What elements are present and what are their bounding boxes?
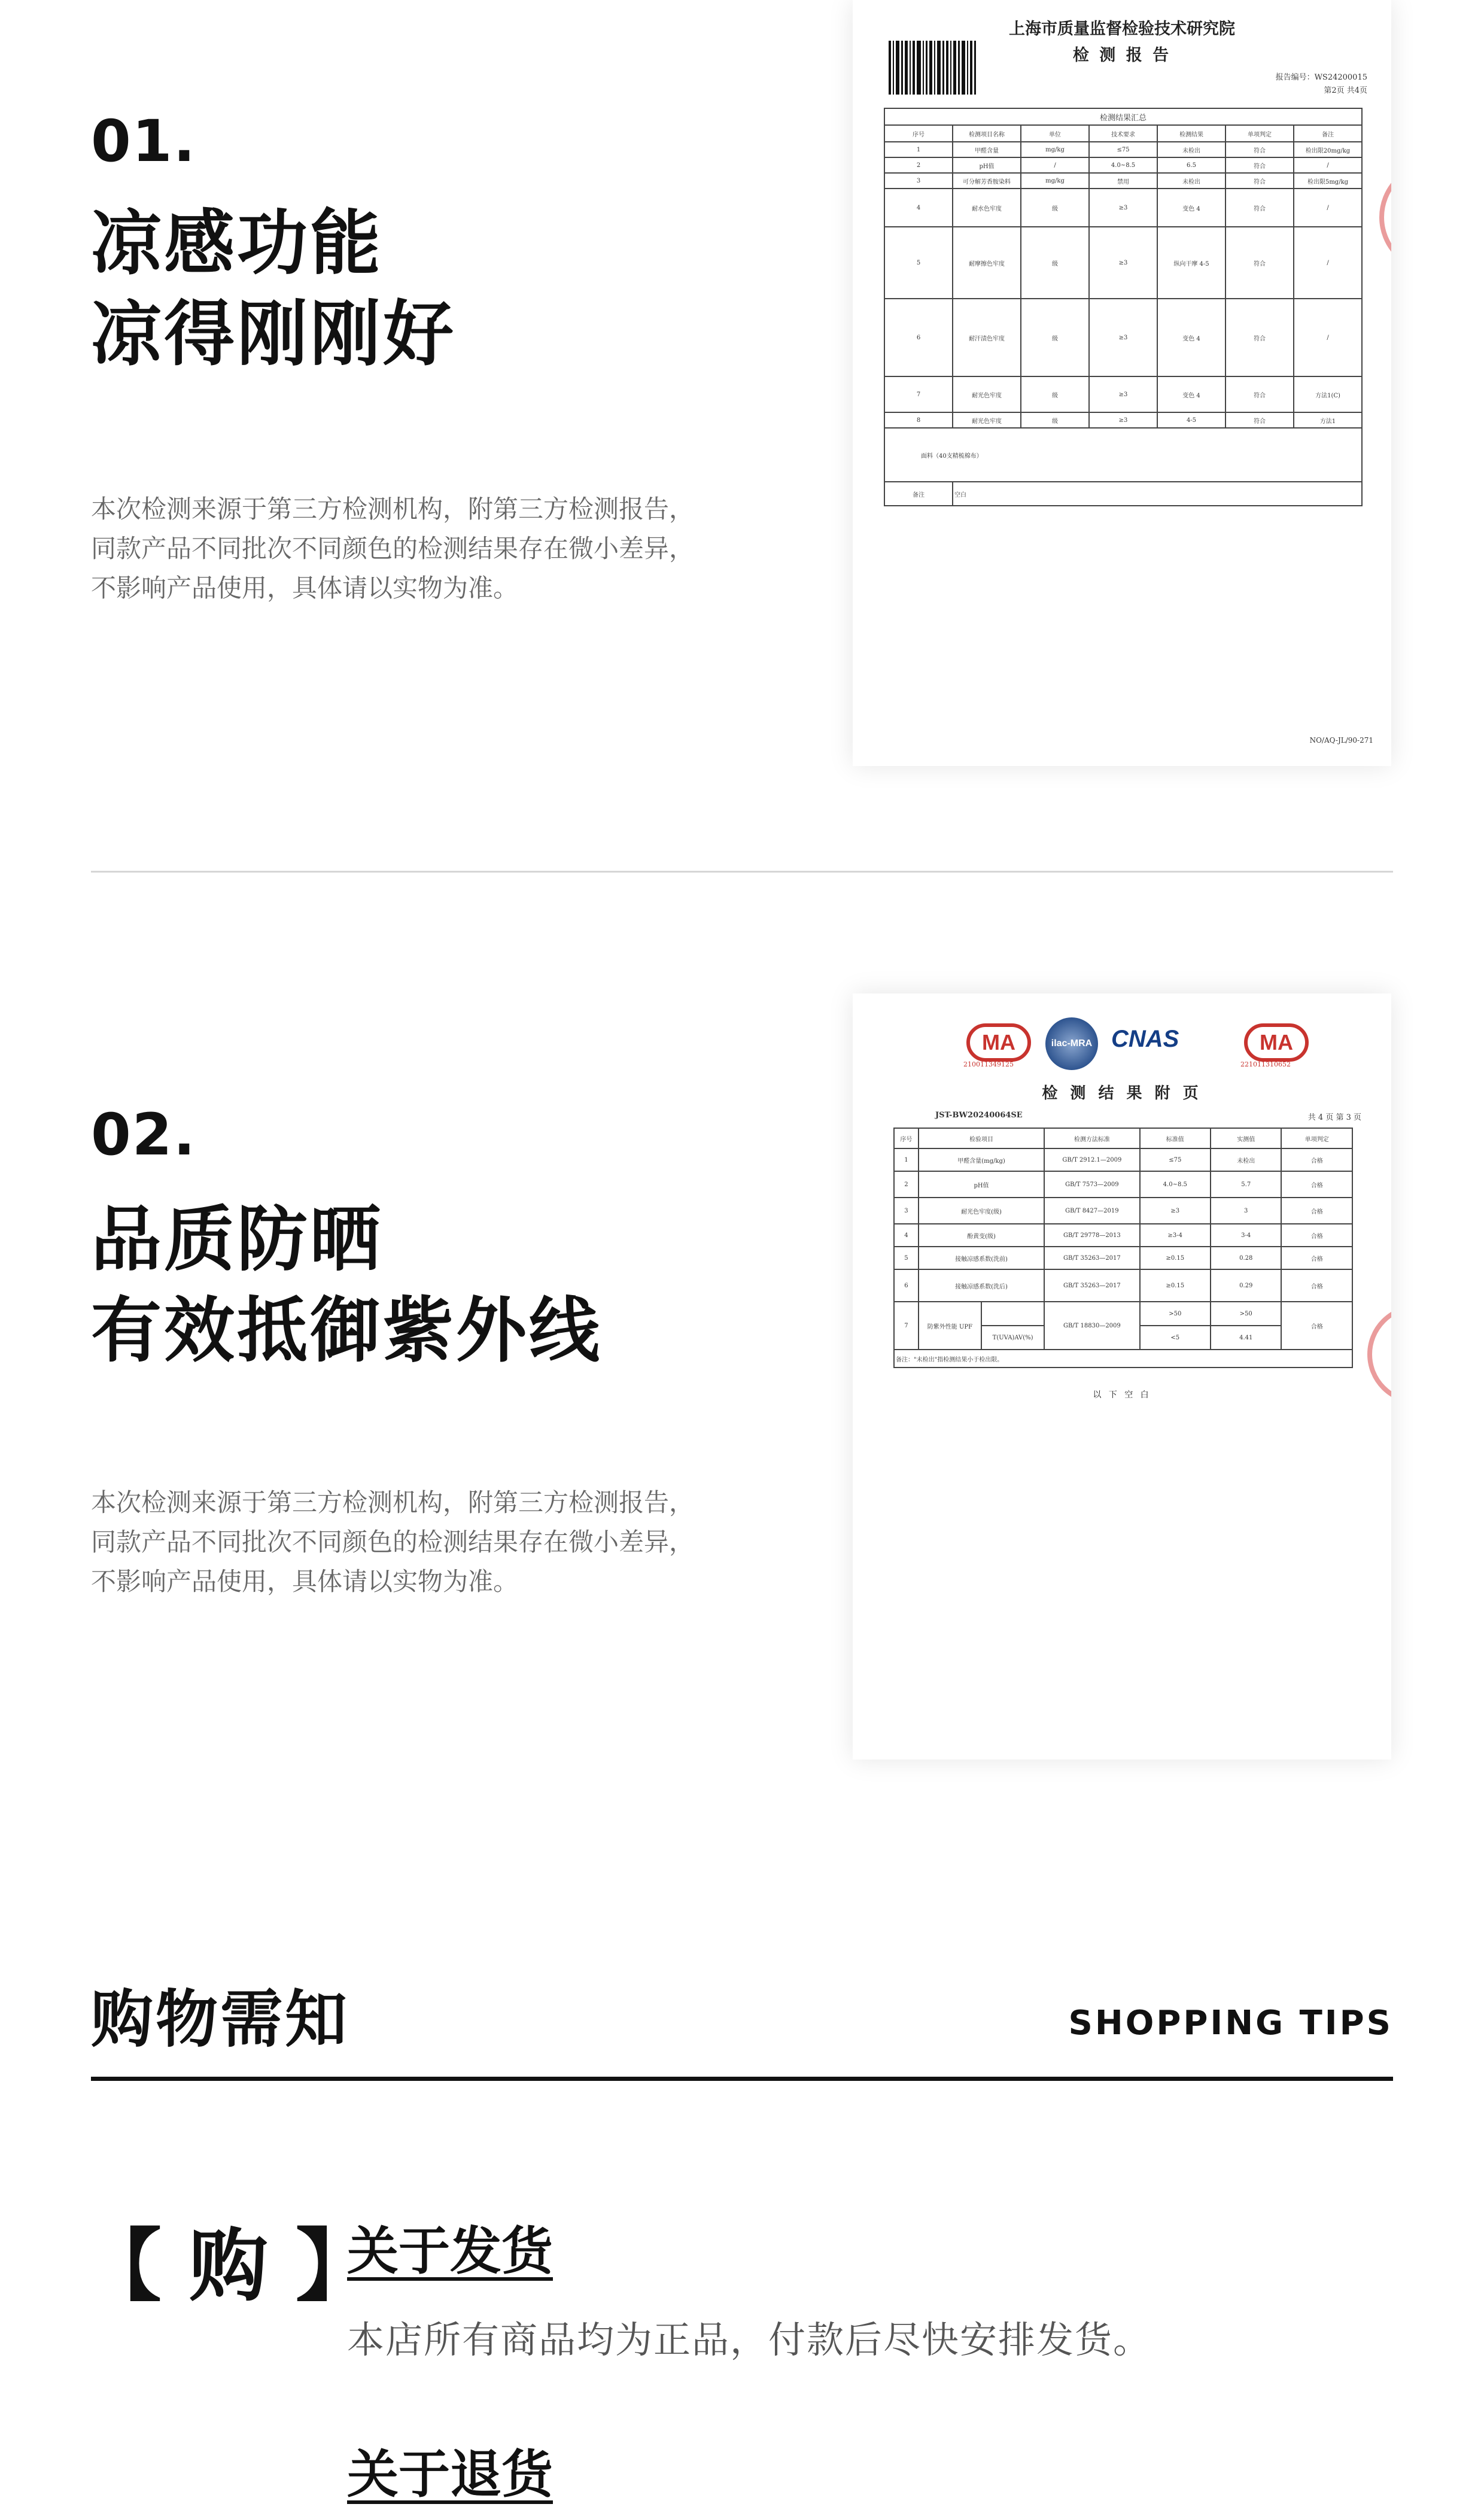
table-cell: 变色 4 (1157, 299, 1225, 376)
description-line: 本次检测来源于第三方检测机构，附第三方检测报告， (91, 494, 695, 524)
tip-body-shipping: 本店所有商品均为正品，付款后尽快安排发货。 (347, 2318, 1152, 2362)
table-cell: 合格 (1281, 1198, 1352, 1224)
table-cell: 级 (1021, 376, 1089, 412)
report-number: 报告编号：WS24200015 (1275, 73, 1367, 82)
table-row (884, 376, 1362, 412)
report2-table (893, 1128, 1353, 1368)
table-cell: 接触凉感系数(洗前) (919, 1247, 1044, 1269)
table-cell: GB/T 2912.1—2009 (1044, 1148, 1139, 1171)
table-cell: 未检出 (1211, 1148, 1281, 1171)
table-cell: 甲醛含量(mg/kg) (919, 1148, 1044, 1171)
table-cell: 5 (884, 227, 953, 299)
table-cell: 5 (894, 1247, 919, 1269)
table-cell: ≤75 (1089, 142, 1157, 157)
table-cell: 符合 (1225, 376, 1294, 412)
table-row (884, 142, 1362, 157)
test-report-image-1 (853, 0, 1391, 766)
cma-code-left: 210011349125 (963, 1060, 1014, 1068)
section-description-01 (91, 490, 779, 608)
table-cell: 7 (894, 1302, 919, 1350)
end-of-content-text: 以 下 空 白 (1093, 1390, 1151, 1400)
table-cell: 3 (884, 173, 953, 189)
table-cell: GB/T 8427—2019 (1044, 1198, 1139, 1224)
ilac-mra-logo: ilac-MRA (1045, 1017, 1098, 1070)
table-header: 技术要求 (1089, 125, 1157, 142)
table-cell: 1 (894, 1148, 919, 1171)
table-cell: 耐摩擦色牢度 (953, 227, 1021, 299)
table-row (894, 1269, 1352, 1302)
section-headline-01 (91, 197, 456, 379)
table-cell: 4-5 (1157, 412, 1225, 428)
table-cell: 合格 (1281, 1148, 1352, 1171)
table-header: 单项判定 (1281, 1128, 1352, 1148)
table-cell: mg/kg (1021, 173, 1089, 189)
table-cell: 0.29 (1211, 1269, 1281, 1302)
table-header: 单位 (1021, 125, 1089, 142)
cma-logo-left: MA (966, 1023, 1031, 1062)
table-cell: 符合 (1225, 412, 1294, 428)
table-cell: pH值 (919, 1171, 1044, 1198)
table-cell: mg/kg (1021, 142, 1089, 157)
table-cell: 符合 (1225, 157, 1294, 173)
description-line: 同款产品不同批次不同颜色的检测结果存在微小差异， (91, 1527, 695, 1557)
table-cell: / (1294, 189, 1362, 227)
table-header: 检验项目 (919, 1128, 1044, 1148)
description-line: 不影响产品使用，具体请以实物为准。 (91, 573, 519, 603)
barcode (889, 41, 978, 95)
report-doc-title: 检 测 报 告 (1072, 46, 1172, 65)
table-header: 实测值 (1211, 1128, 1281, 1148)
table-cell: ≥3 (1089, 299, 1157, 376)
table-cell: 3 (1211, 1198, 1281, 1224)
section-headline-02 (91, 1194, 602, 1376)
description-line: 本次检测来源于第三方检测机构，附第三方检测报告， (91, 1488, 695, 1517)
table-cell: 禁用 (1089, 173, 1157, 189)
table-cell: / (1294, 157, 1362, 173)
headline-line: 有效抵御紫外线 (91, 1289, 603, 1372)
table-cell: GB/T 35263—2017 (1044, 1269, 1139, 1302)
table-cell: 8 (884, 412, 953, 428)
table-row (884, 227, 1362, 299)
table-cell: pH值 (953, 157, 1021, 173)
table-cell: 级 (1021, 299, 1089, 376)
table-header: 序号 (894, 1128, 919, 1148)
table-header: 单项判定 (1225, 125, 1294, 142)
table-cell: 纵向干摩 4-5 (1157, 227, 1225, 299)
table-cell: 3-4 (1211, 1224, 1281, 1247)
cnas-logo: CNAS (1111, 1026, 1179, 1052)
table-cell: ≥0.15 (1140, 1269, 1211, 1302)
table-cell: >50 (1211, 1302, 1281, 1326)
table-cell: 耐水色牢度 (953, 189, 1021, 227)
table-cell: GB/T 18830—2009 (1044, 1302, 1139, 1350)
table-cell: 6 (884, 299, 953, 376)
table-header: 标准值 (1140, 1128, 1211, 1148)
table-row (894, 1198, 1352, 1224)
table-cell: 耐汗渍色牢度 (953, 299, 1021, 376)
table-cell: ≥3 (1089, 412, 1157, 428)
tip-title-returns: 关于退货 (347, 2445, 553, 2505)
section-description-02 (91, 1483, 779, 1602)
report-page: 第2页 共4页 (1324, 86, 1367, 95)
table-header: 序号 (884, 125, 953, 142)
red-seal-stamp (1379, 162, 1391, 273)
table-cell: 变色 4 (1157, 189, 1225, 227)
table-cell: 4.0~8.5 (1140, 1171, 1211, 1198)
table-row (894, 1224, 1352, 1247)
remark-label: 备注 (884, 482, 953, 506)
table-row (884, 299, 1362, 376)
table-cell: 合格 (1281, 1269, 1352, 1302)
table-caption: 检测结果汇总 (884, 108, 1362, 125)
shopping-tips-title: 购物需知 (91, 1983, 350, 2056)
table-cell: 耐光色牢度 (953, 412, 1021, 428)
table-cell: 耐光色牢度(级) (919, 1198, 1044, 1224)
table-header: 检测方法标准 (1044, 1128, 1139, 1148)
table-cell: 甲醛含量 (953, 142, 1021, 157)
table-cell: 3 (894, 1198, 919, 1224)
table-cell: 未检出 (1157, 142, 1225, 157)
table-cell: 6.5 (1157, 157, 1225, 173)
table-cell: 酚黄变(级) (919, 1224, 1044, 1247)
table-cell: / (1021, 157, 1089, 173)
purchase-bracket-label: 【 购 】 (83, 2220, 375, 2312)
table-cell: ≥3-4 (1140, 1224, 1211, 1247)
table-cell: 合格 (1281, 1171, 1352, 1198)
table-cell: <5 (1140, 1326, 1211, 1350)
table-cell: 可分解芳香胺染料 (953, 173, 1021, 189)
table-cell: 级 (1021, 189, 1089, 227)
table-cell: 检出限5mg/kg (1294, 173, 1362, 189)
table-cell: 7 (884, 376, 953, 412)
tip-title-shipping: 关于发货 (347, 2222, 553, 2281)
table-cell: GB/T 29778—2013 (1044, 1224, 1139, 1247)
table-cell: 符合 (1225, 299, 1294, 376)
table-cell: 接触凉感系数(洗后) (919, 1269, 1044, 1302)
table-header: 备注 (1294, 125, 1362, 142)
table-cell: 未检出 (1157, 173, 1225, 189)
report-footer-code: NO/AQ-JL/90-271 (1309, 736, 1373, 744)
table-cell: 符合 (1225, 227, 1294, 299)
cma-logo-right: MA (1244, 1023, 1309, 1062)
table-cell: GB/T 7573—2009 (1044, 1171, 1139, 1198)
remark-text: 备注："未检出"指检测结果小于检出限。 (894, 1350, 1352, 1368)
table-cell: 耐光色牢度 (953, 376, 1021, 412)
headline-line: 凉感功能 (91, 202, 384, 284)
table-cell: 符合 (1225, 189, 1294, 227)
table-cell: 4 (884, 189, 953, 227)
table-cell: 6 (894, 1269, 919, 1302)
cma-code-right: 221011310652 (1240, 1060, 1291, 1068)
table-header: 检测结果 (1157, 125, 1225, 142)
section-number-01: 01. (91, 108, 197, 175)
table-cell: 4.41 (1211, 1326, 1281, 1350)
table-cell: / (1294, 227, 1362, 299)
table-row (884, 412, 1362, 428)
institute-name: 上海市质量监督检验技术研究院 (1009, 20, 1235, 38)
table-row (894, 1302, 1352, 1326)
test-report-image-2 (853, 993, 1391, 1760)
shopping-tips-title-en: SHOPPING TIPS (1068, 2004, 1393, 2043)
section-number-02: 02. (91, 1101, 197, 1168)
table-cell: ≥3 (1140, 1198, 1211, 1224)
table-cell: 防紫外性能 UPF (919, 1302, 981, 1350)
table-row (894, 1247, 1352, 1269)
table-cell: 方法1 (1294, 412, 1362, 428)
report1-table (884, 108, 1363, 506)
table-cell: 符合 (1225, 142, 1294, 157)
table-cell: 检出限20mg/kg (1294, 142, 1362, 157)
report-doc-title: 检 测 结 果 附 页 (1042, 1084, 1202, 1102)
table-row (884, 157, 1362, 173)
table-cell: 合格 (1281, 1302, 1352, 1350)
table-cell: 5.7 (1211, 1171, 1281, 1198)
headline-line: 品质防晒 (91, 1198, 384, 1281)
table-row (894, 1171, 1352, 1198)
table-cell: 符合 (1225, 173, 1294, 189)
table-cell: ≥3 (1089, 189, 1157, 227)
description-line: 不影响产品使用，具体请以实物为准。 (91, 1567, 519, 1596)
table-cell: 2 (884, 157, 953, 173)
table-header: 检测项目名称 (953, 125, 1021, 142)
remark-text: 空白 (953, 482, 1362, 506)
table-cell: 级 (1021, 227, 1089, 299)
table-cell: 2 (894, 1171, 919, 1198)
table-cell: 变色 4 (1157, 376, 1225, 412)
table-cell: 合格 (1281, 1247, 1352, 1269)
table-cell: / (1294, 299, 1362, 376)
section-divider (91, 871, 1393, 873)
table-cell: 0.28 (1211, 1247, 1281, 1269)
table-cell: 1 (884, 142, 953, 157)
table-cell: 级 (1021, 412, 1089, 428)
table-cell: GB/T 35263—2017 (1044, 1247, 1139, 1269)
table-cell: 4.0~8.5 (1089, 157, 1157, 173)
description-line: 同款产品不同批次不同颜色的检测结果存在微小差异， (91, 534, 695, 563)
table-cell: 方法1(C) (1294, 376, 1362, 412)
table-row (884, 173, 1362, 189)
headline-line: 凉得刚刚好 (91, 293, 457, 375)
table-cell: T(UVA)AV(%) (981, 1326, 1044, 1350)
table-cell: 合格 (1281, 1224, 1352, 1247)
sample-note: 面料（40支精梳棉布） (884, 428, 1362, 482)
table-cell: ≤75 (1140, 1148, 1211, 1171)
report-number: JST-BW20240064SE (935, 1111, 1023, 1120)
shopping-tips-rule (91, 2077, 1393, 2081)
report-page: 共 4 页 第 3 页 (1307, 1113, 1361, 1122)
table-cell: >50 (1140, 1302, 1211, 1326)
table-cell: ≥3 (1089, 227, 1157, 299)
table-row (884, 189, 1362, 227)
table-row (894, 1148, 1352, 1171)
table-cell: 4 (894, 1224, 919, 1247)
table-cell: ≥3 (1089, 376, 1157, 412)
table-cell: ≥0.15 (1140, 1247, 1211, 1269)
